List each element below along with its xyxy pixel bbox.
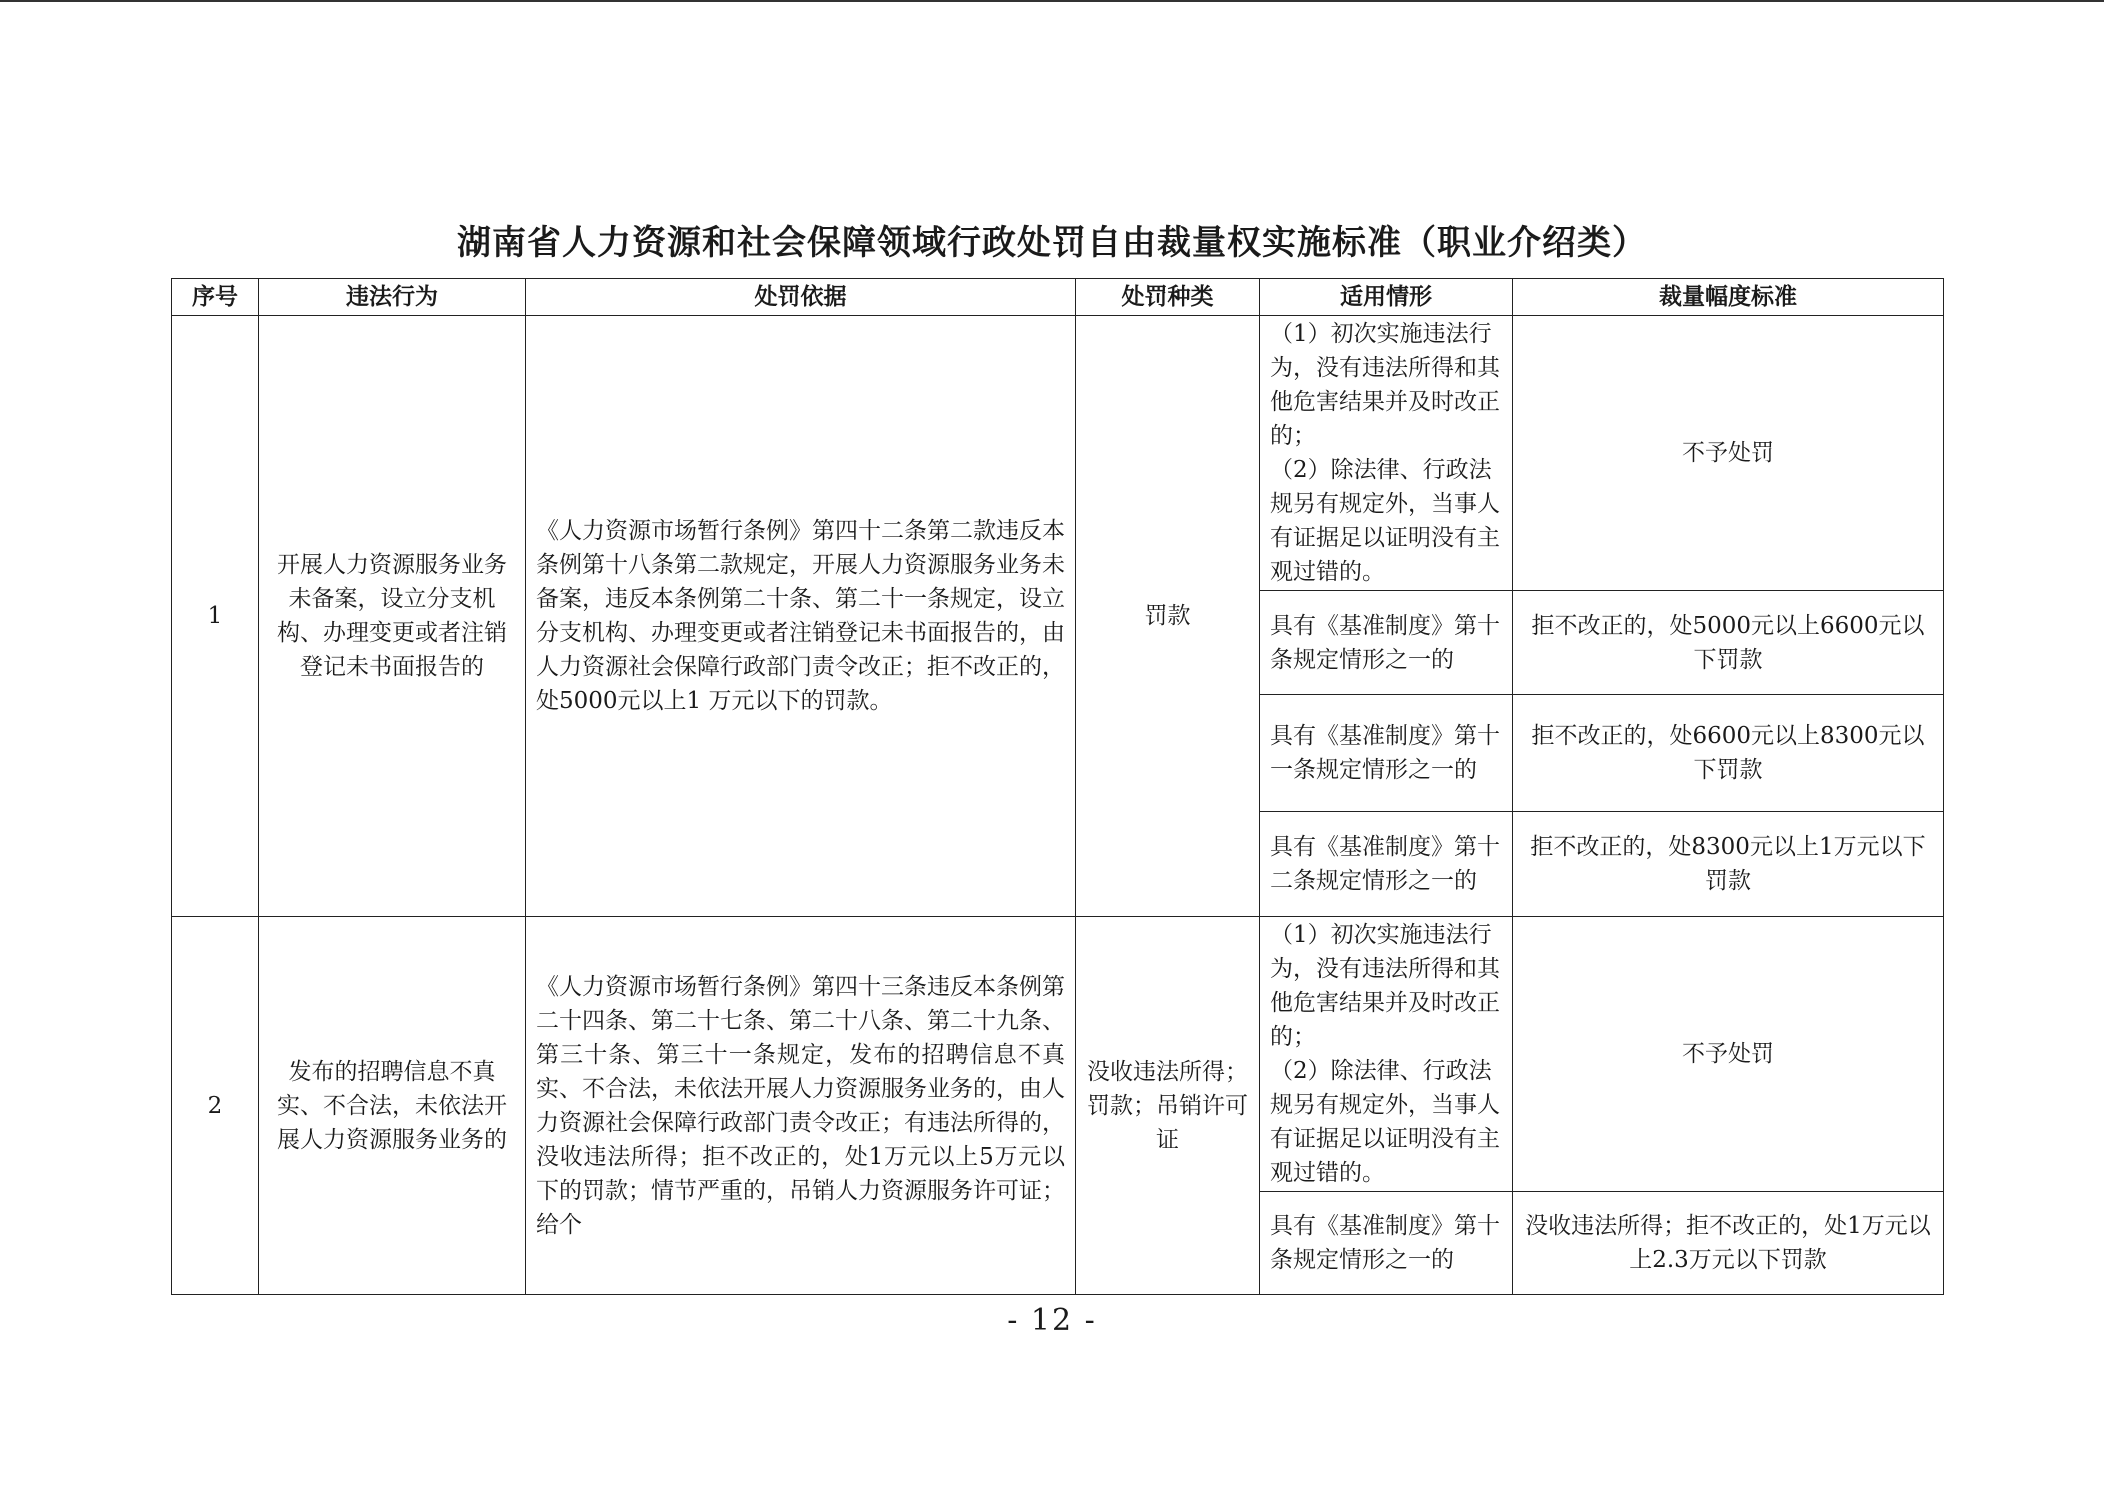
cell-basis: 《人力资源市场暂行条例》第四十二条第二款违反本条例第十八条第二款规定，开展人力资源服务业务未备案，违反本条例第二十条、第二十一条规定，设立分支机构、办理变更或者注销登记未书面报告的，由人力资源社会保障行政部门责令改正；拒不改正的，处5000元以上1 万元以下的罚款。	[526, 316, 1076, 917]
top-border-line	[0, 0, 2104, 2]
cell-kind: 没收违法所得；罚款；吊销许可证	[1076, 917, 1260, 1295]
cell-situation: （1）初次实施违法行为，没有违法所得和其他危害结果并及时改正的； （2）除法律、行政法规另有规定外，当事人有证据足以证明没有主观过错的。	[1260, 917, 1513, 1192]
table-row	[172, 316, 1944, 591]
cell-standard: 拒不改正的，处5000元以上6600元以下罚款	[1513, 591, 1944, 695]
cell-situation: 具有《基准制度》第十一条规定情形之一的	[1260, 695, 1513, 812]
cell-no: 1	[172, 316, 259, 917]
cell-situation: （1）初次实施违法行为，没有违法所得和其他危害结果并及时改正的； （2）除法律、行政法规另有规定外，当事人有证据足以证明没有主观过错的。	[1260, 316, 1513, 591]
page-number: - 12 -	[1007, 1303, 1097, 1338]
cell-act: 发布的招聘信息不真实、不合法，未依法开展人力资源服务业务的	[259, 917, 526, 1295]
cell-standard: 拒不改正的，处8300元以上1万元以下罚款	[1513, 812, 1944, 917]
cell-no: 2	[172, 917, 259, 1295]
header-standard: 裁量幅度标准	[1513, 279, 1944, 316]
cell-standard: 没收违法所得；拒不改正的，处1万元以上2.3万元以下罚款	[1513, 1192, 1944, 1295]
header-no: 序号	[172, 279, 259, 316]
header-basis: 处罚依据	[526, 279, 1076, 316]
cell-situation: 具有《基准制度》第十条规定情形之一的	[1260, 1192, 1513, 1295]
table-row	[172, 917, 1944, 1192]
penalty-standard-table	[171, 278, 1944, 1295]
cell-kind: 罚款	[1076, 316, 1260, 917]
table-header-row	[172, 279, 1944, 316]
header-kind: 处罚种类	[1076, 279, 1260, 316]
cell-standard: 拒不改正的，处6600元以上8300元以下罚款	[1513, 695, 1944, 812]
cell-situation: 具有《基准制度》第十条规定情形之一的	[1260, 591, 1513, 695]
cell-basis: 《人力资源市场暂行条例》第四十三条违反本条例第二十四条、第二十七条、第二十八条、第二十九条、第三十条、第三十一条规定，发布的招聘信息不真实、不合法，未依法开展人力资源服务业务的，由人力资源社会保障行政部门责令改正；有违法所得的，没收违法所得；拒不改正的，处1万元以上5万元以下的罚款；情节严重的，吊销人力资源服务许可证；给个	[526, 917, 1076, 1295]
cell-situation: 具有《基准制度》第十二条规定情形之一的	[1260, 812, 1513, 917]
header-act: 违法行为	[259, 279, 526, 316]
header-situation: 适用情形	[1260, 279, 1513, 316]
cell-standard: 不予处罚	[1513, 917, 1944, 1192]
cell-standard: 不予处罚	[1513, 316, 1944, 591]
document-title: 湖南省人力资源和社会保障领域行政处罚自由裁量权实施标准（职业介绍类）	[457, 223, 1647, 263]
cell-act: 开展人力资源服务业务未备案，设立分支机构、办理变更或者注销登记未书面报告的	[259, 316, 526, 917]
